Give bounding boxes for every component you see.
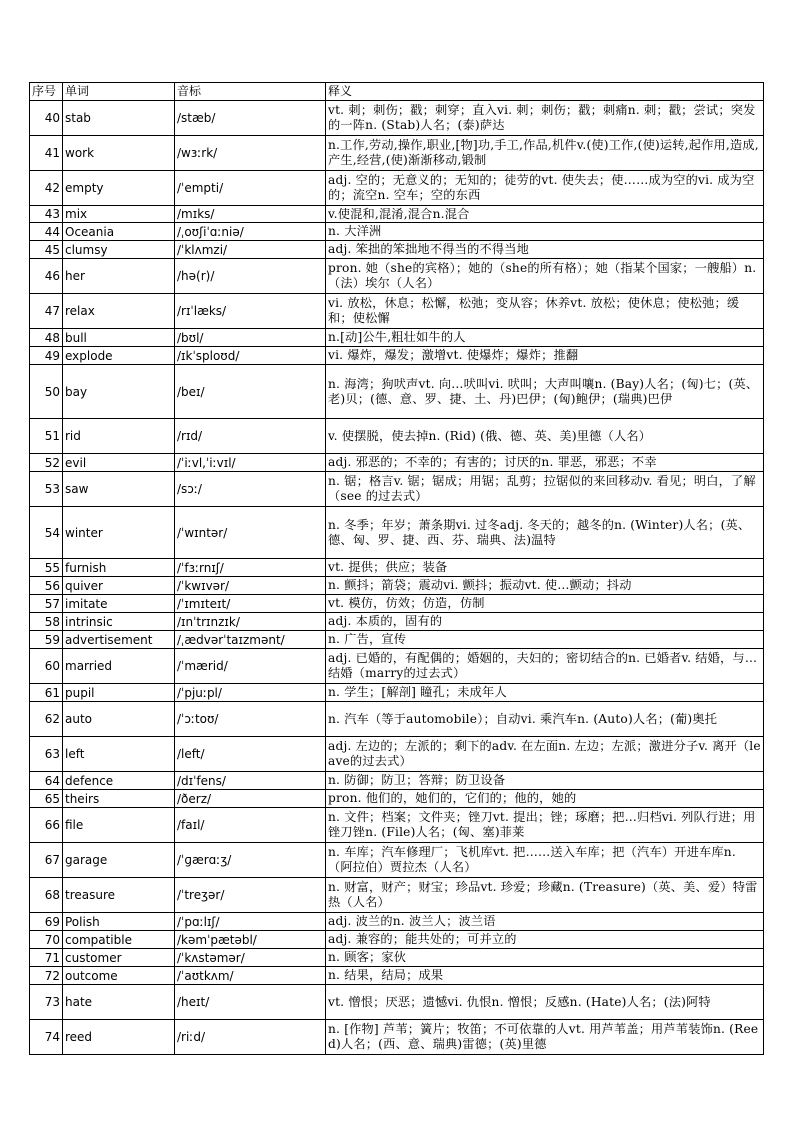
row-definition: adj. 已婚的，有配偶的；婚姻的，夫妇的；密切结合的n. 已婚者v. 结婚，与…结婚（marry的过去式） bbox=[326, 649, 764, 684]
row-definition: n. 文件；档案；文件夹；锉刀vt. 提出；锉；琢磨；把…归档vi. 列队行进；用锉刀锉n. (File)人名；(匈、塞)菲莱 bbox=[326, 808, 764, 843]
row-number: 41 bbox=[30, 136, 63, 171]
row-word: advertisement bbox=[63, 631, 175, 649]
row-phonetic: /dɪˈfens/ bbox=[175, 772, 326, 790]
table-row bbox=[30, 967, 764, 985]
row-phonetic: /ˈɡærɑːʒ/ bbox=[175, 843, 326, 878]
header-word: 单词 bbox=[63, 83, 175, 101]
row-phonetic: /ˌædvərˈtaɪzmənt/ bbox=[175, 631, 326, 649]
row-word: furnish bbox=[63, 559, 175, 577]
header-row bbox=[30, 83, 764, 101]
row-number: 59 bbox=[30, 631, 63, 649]
table-row bbox=[30, 419, 764, 454]
row-number: 61 bbox=[30, 684, 63, 702]
row-definition: n. 大洋洲 bbox=[326, 223, 764, 241]
row-word: clumsy bbox=[63, 241, 175, 259]
row-number: 51 bbox=[30, 419, 63, 454]
row-phonetic: /heɪt/ bbox=[175, 985, 326, 1020]
row-word: intrinsic bbox=[63, 613, 175, 631]
table-row bbox=[30, 595, 764, 613]
row-definition: v. 使摆脱，使去掉n. (Rid) (俄、德、英、美)里德（人名） bbox=[326, 419, 764, 454]
table-row bbox=[30, 259, 764, 294]
table-row bbox=[30, 878, 764, 913]
row-number: 40 bbox=[30, 101, 63, 136]
table-row bbox=[30, 223, 764, 241]
row-definition: pron. 她（she的宾格）；她的（she的所有格）；她（指某个国家；一艘船）n. （法）埃尔（人名） bbox=[326, 259, 764, 294]
row-number: 69 bbox=[30, 913, 63, 931]
row-phonetic: /ˈklʌmzi/ bbox=[175, 241, 326, 259]
row-word: rid bbox=[63, 419, 175, 454]
row-number: 42 bbox=[30, 171, 63, 206]
row-number: 49 bbox=[30, 347, 63, 365]
row-word: winter bbox=[63, 507, 175, 559]
table-row bbox=[30, 329, 764, 347]
table-row bbox=[30, 649, 764, 684]
table-row bbox=[30, 559, 764, 577]
row-number: 62 bbox=[30, 702, 63, 737]
row-word: pupil bbox=[63, 684, 175, 702]
table-row bbox=[30, 294, 764, 329]
row-phonetic: /ˈwɪntər/ bbox=[175, 507, 326, 559]
row-word: Oceania bbox=[63, 223, 175, 241]
row-number: 60 bbox=[30, 649, 63, 684]
table-row bbox=[30, 913, 764, 931]
row-number: 54 bbox=[30, 507, 63, 559]
row-word: defence bbox=[63, 772, 175, 790]
row-number: 53 bbox=[30, 472, 63, 507]
row-definition: adj. 笨拙的笨拙地不得当的不得当地 bbox=[326, 241, 764, 259]
row-number: 70 bbox=[30, 931, 63, 949]
row-phonetic: /ˈkʌstəmər/ bbox=[175, 949, 326, 967]
row-phonetic: /faɪl/ bbox=[175, 808, 326, 843]
row-phonetic: /sɔː/ bbox=[175, 472, 326, 507]
row-phonetic: /ˈaʊtkʌm/ bbox=[175, 967, 326, 985]
row-phonetic: /beɪ/ bbox=[175, 365, 326, 419]
row-phonetic: /ˈpɑːlɪʃ/ bbox=[175, 913, 326, 931]
table-row bbox=[30, 631, 764, 649]
row-number: 47 bbox=[30, 294, 63, 329]
table-row bbox=[30, 347, 764, 365]
row-definition: vt. 提供；供应；装备 bbox=[326, 559, 764, 577]
row-phonetic: /ˈɪmɪteɪt/ bbox=[175, 595, 326, 613]
row-word: bull bbox=[63, 329, 175, 347]
table-row bbox=[30, 808, 764, 843]
table-row bbox=[30, 454, 764, 472]
row-word: relax bbox=[63, 294, 175, 329]
row-number: 45 bbox=[30, 241, 63, 259]
row-phonetic: /ˈiːvl,ˈiːvɪl/ bbox=[175, 454, 326, 472]
row-phonetic: /ɪkˈsploʊd/ bbox=[175, 347, 326, 365]
table-row bbox=[30, 772, 764, 790]
row-phonetic: /riːd/ bbox=[175, 1020, 326, 1055]
row-definition: adj. 左边的；左派的；剩下的adv. 在左面n. 左边；左派；激进分子v. 离开（leave的过去式） bbox=[326, 737, 764, 772]
row-word: outcome bbox=[63, 967, 175, 985]
table-row bbox=[30, 702, 764, 737]
row-word: empty bbox=[63, 171, 175, 206]
row-word: mix bbox=[63, 206, 175, 223]
row-definition: vi. 放松，休息；松懈，松弛；变从容；休养vt. 放松；使休息；使松弛；缓和；使松懈 bbox=[326, 294, 764, 329]
row-word: stab bbox=[63, 101, 175, 136]
header-number: 序号 bbox=[30, 83, 63, 101]
row-number: 57 bbox=[30, 595, 63, 613]
table-row bbox=[30, 365, 764, 419]
row-definition: n. 学生；[解剖] 瞳孔；未成年人 bbox=[326, 684, 764, 702]
row-number: 73 bbox=[30, 985, 63, 1020]
row-phonetic: /stæb/ bbox=[175, 101, 326, 136]
row-definition: vt. 刺；刺伤；戳；刺穿；直入vi. 刺；刺伤；戳；刺痛n. 刺；戳；尝试；突发的一阵n. (Stab)人名；(泰)萨达 bbox=[326, 101, 764, 136]
table-row bbox=[30, 171, 764, 206]
row-number: 66 bbox=[30, 808, 63, 843]
row-definition: n. 顾客；家伙 bbox=[326, 949, 764, 967]
row-phonetic: /bʊl/ bbox=[175, 329, 326, 347]
row-word: treasure bbox=[63, 878, 175, 913]
row-definition: vt. 憎恨；厌恶；遗憾vi. 仇恨n. 憎恨；反感n. (Hate)人名；(法)阿特 bbox=[326, 985, 764, 1020]
row-word: explode bbox=[63, 347, 175, 365]
row-definition: n. 广告，宣传 bbox=[326, 631, 764, 649]
row-phonetic: /ˈtreʒər/ bbox=[175, 878, 326, 913]
table-row bbox=[30, 790, 764, 808]
row-number: 50 bbox=[30, 365, 63, 419]
row-definition: n.[动]公牛,粗壮如牛的人 bbox=[326, 329, 764, 347]
row-number: 72 bbox=[30, 967, 63, 985]
row-definition: n. 结果，结局；成果 bbox=[326, 967, 764, 985]
row-number: 63 bbox=[30, 737, 63, 772]
row-definition: n. 车库；汽车修理厂；飞机库vt. 把……送入车库；把（汽车）开进车库n. （阿拉伯）贾拉杰（人名） bbox=[326, 843, 764, 878]
table-row bbox=[30, 843, 764, 878]
row-word: quiver bbox=[63, 577, 175, 595]
row-phonetic: /ˌoʊʃiˈɑːniə/ bbox=[175, 223, 326, 241]
row-phonetic: /rɪˈlæks/ bbox=[175, 294, 326, 329]
row-definition: vt. 模仿，仿效；仿造，仿制 bbox=[326, 595, 764, 613]
row-definition: n. 颤抖；箭袋；震动vi. 颤抖；振动vt. 使…颤动；抖动 bbox=[326, 577, 764, 595]
row-number: 44 bbox=[30, 223, 63, 241]
row-number: 67 bbox=[30, 843, 63, 878]
row-word: theirs bbox=[63, 790, 175, 808]
row-number: 43 bbox=[30, 206, 63, 223]
row-definition: n. 冬季；年岁；萧条期vi. 过冬adj. 冬天的；越冬的n. (Winter)人名；(英、德、匈、罗、捷、西、芬、瑞典、法)温特 bbox=[326, 507, 764, 559]
row-definition: vi. 爆炸，爆发；激增vt. 使爆炸；爆炸；推翻 bbox=[326, 347, 764, 365]
row-phonetic: /ˈfɜːrnɪʃ/ bbox=[175, 559, 326, 577]
table-row bbox=[30, 737, 764, 772]
row-number: 52 bbox=[30, 454, 63, 472]
row-word: customer bbox=[63, 949, 175, 967]
row-phonetic: /ˈempti/ bbox=[175, 171, 326, 206]
row-word: left bbox=[63, 737, 175, 772]
table-row bbox=[30, 206, 764, 223]
row-word: her bbox=[63, 259, 175, 294]
row-number: 55 bbox=[30, 559, 63, 577]
table-row bbox=[30, 472, 764, 507]
row-word: auto bbox=[63, 702, 175, 737]
row-word: married bbox=[63, 649, 175, 684]
row-number: 46 bbox=[30, 259, 63, 294]
row-word: imitate bbox=[63, 595, 175, 613]
table-row bbox=[30, 241, 764, 259]
header-phonetic: 音标 bbox=[175, 83, 326, 101]
header-definition: 释义 bbox=[326, 83, 764, 101]
row-phonetic: /ˈmærid/ bbox=[175, 649, 326, 684]
row-word: work bbox=[63, 136, 175, 171]
row-word: compatible bbox=[63, 931, 175, 949]
vocabulary-table bbox=[29, 82, 764, 1055]
row-word: bay bbox=[63, 365, 175, 419]
row-phonetic: /ˈpjuːpl/ bbox=[175, 684, 326, 702]
row-definition: adj. 空的；无意义的；无知的；徒劳的vt. 使失去；使……成为空的vi. 成为空的；流空n. 空车；空的东西 bbox=[326, 171, 764, 206]
table-row bbox=[30, 1020, 764, 1055]
row-phonetic: /rɪd/ bbox=[175, 419, 326, 454]
row-number: 68 bbox=[30, 878, 63, 913]
table-row bbox=[30, 985, 764, 1020]
row-number: 65 bbox=[30, 790, 63, 808]
row-phonetic: /ˈɔːtoʊ/ bbox=[175, 702, 326, 737]
row-number: 58 bbox=[30, 613, 63, 631]
table-row bbox=[30, 507, 764, 559]
row-word: reed bbox=[63, 1020, 175, 1055]
row-number: 74 bbox=[30, 1020, 63, 1055]
row-phonetic: /ɪnˈtrɪnzɪk/ bbox=[175, 613, 326, 631]
row-word: Polish bbox=[63, 913, 175, 931]
row-phonetic: /kəmˈpætəbl/ bbox=[175, 931, 326, 949]
row-word: garage bbox=[63, 843, 175, 878]
row-number: 64 bbox=[30, 772, 63, 790]
row-word: saw bbox=[63, 472, 175, 507]
row-definition: v.使混和,混淆,混合n.混合 bbox=[326, 206, 764, 223]
row-definition: n. 防御；防卫；答辩；防卫设备 bbox=[326, 772, 764, 790]
row-definition: adj. 兼容的；能共处的；可并立的 bbox=[326, 931, 764, 949]
table-row bbox=[30, 931, 764, 949]
row-phonetic: /left/ bbox=[175, 737, 326, 772]
table-row bbox=[30, 136, 764, 171]
table-row bbox=[30, 101, 764, 136]
row-word: file bbox=[63, 808, 175, 843]
row-definition: adj. 波兰的n. 波兰人；波兰语 bbox=[326, 913, 764, 931]
row-number: 71 bbox=[30, 949, 63, 967]
row-definition: n. 汽车（等于automobile）；自动vi. 乘汽车n. (Auto)人名；(葡)奥托 bbox=[326, 702, 764, 737]
table-row bbox=[30, 613, 764, 631]
row-number: 48 bbox=[30, 329, 63, 347]
row-word: hate bbox=[63, 985, 175, 1020]
row-phonetic: /ˈkwɪvər/ bbox=[175, 577, 326, 595]
row-definition: pron. 他们的，她们的，它们的；他的，她的 bbox=[326, 790, 764, 808]
row-definition: adj. 邪恶的；不幸的；有害的；讨厌的n. 罪恶，邪恶；不幸 bbox=[326, 454, 764, 472]
row-definition: n. 海湾；狗吠声vt. 向…吠叫vi. 吠叫；大声叫嚷n. (Bay)人名；(匈)七；(英、老)贝；(德、意、罗、捷、土、丹)巴伊；(匈)鲍伊；(瑞典)巴伊 bbox=[326, 365, 764, 419]
table-row bbox=[30, 577, 764, 595]
row-phonetic: /mɪks/ bbox=[175, 206, 326, 223]
row-definition: n. [作物] 芦苇；簧片；牧笛；不可依靠的人vt. 用芦苇盖；用芦苇装饰n. (Reed)人名；(西、意、瑞典)雷德；(英)里德 bbox=[326, 1020, 764, 1055]
row-phonetic: /hə(r)/ bbox=[175, 259, 326, 294]
row-phonetic: /ðerz/ bbox=[175, 790, 326, 808]
table-row bbox=[30, 949, 764, 967]
row-definition: adj. 本质的，固有的 bbox=[326, 613, 764, 631]
row-word: evil bbox=[63, 454, 175, 472]
row-definition: n. 锯；格言v. 锯；锯成；用锯；乱剪；拉锯似的来回移动v. 看见；明白，了解（see 的过去式） bbox=[326, 472, 764, 507]
table-row bbox=[30, 684, 764, 702]
row-phonetic: /wɜːrk/ bbox=[175, 136, 326, 171]
row-definition: n. 财富，财产；财宝；珍品vt. 珍爱；珍藏n. (Treasure)（英、美、爱）特雷热（人名） bbox=[326, 878, 764, 913]
row-definition: n.工作,劳动,操作,职业,[物]功,手工,作品,机件v.(使)工作,(使)运转,起作用,造成,产生,经营,(使)渐渐移动,锻制 bbox=[326, 136, 764, 171]
row-number: 56 bbox=[30, 577, 63, 595]
